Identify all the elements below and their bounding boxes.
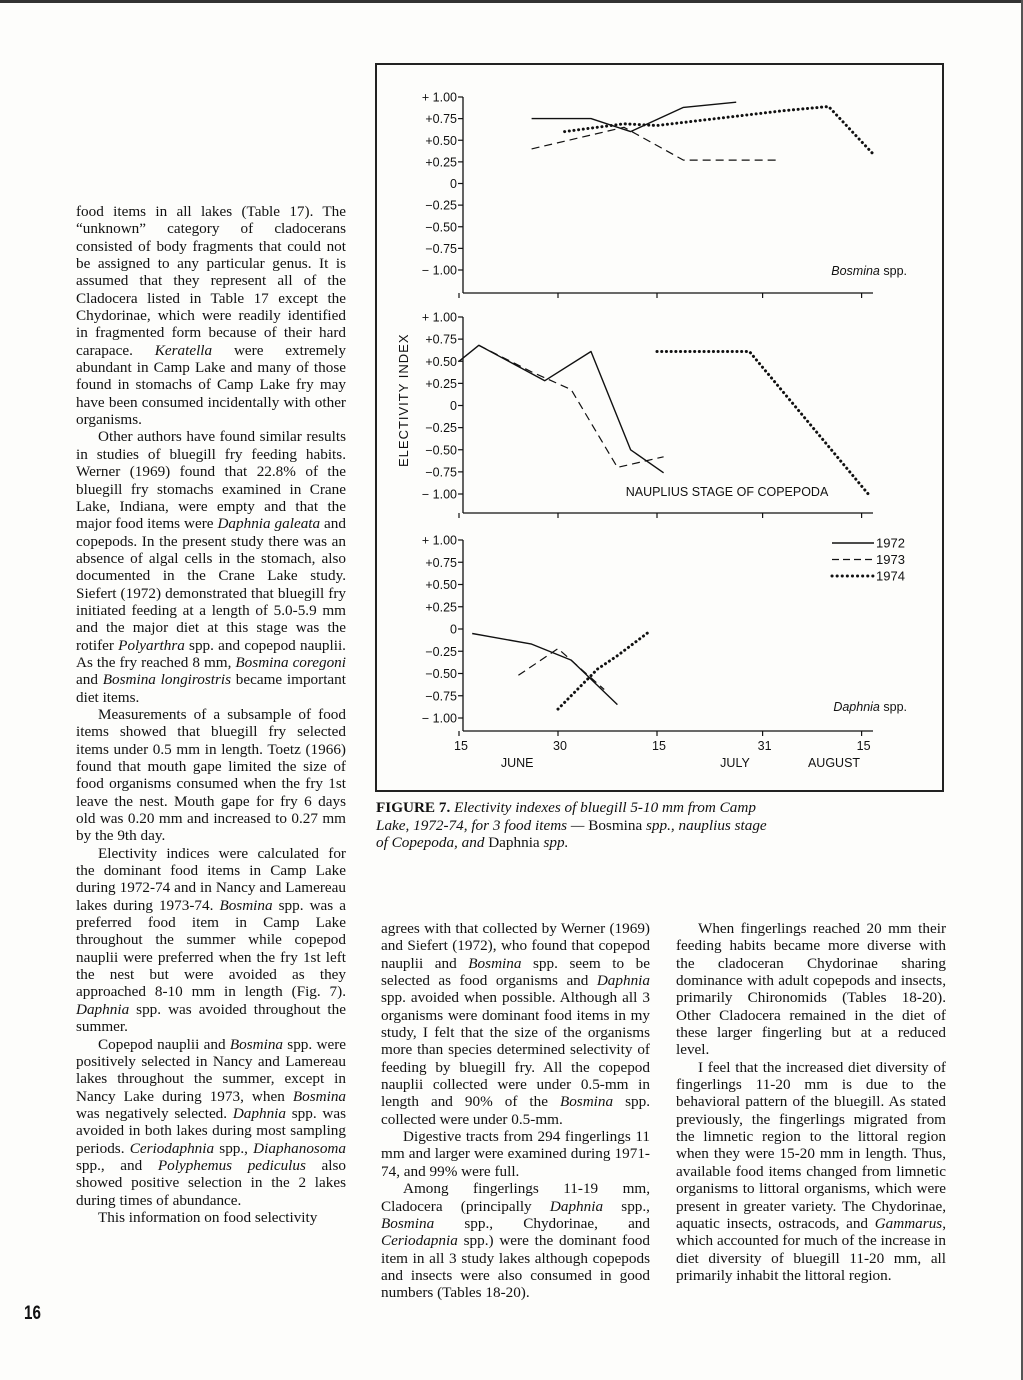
legend-label: 1972 xyxy=(876,535,905,551)
x-tick-label: 31 xyxy=(757,739,772,753)
svg-text:+0.75: +0.75 xyxy=(425,112,457,127)
x-tick-label: 30 xyxy=(553,739,567,753)
svg-text:− 1.00: − 1.00 xyxy=(421,263,457,278)
svg-text:−0.25: −0.25 xyxy=(425,644,457,659)
paragraph: food items in all lakes (Table 17). The “unknown” category of cladocerans consisted of body fragments that could not be assigned to any particular genus. It is assumed that they represent all of the Cladocera listed in Table 17 except the Chydorinae, which were readily identified in fragmented form because of their hard carapace. Keratella were extremely abundant in Camp Lake and many of those found in stomachs of Camp Lake fry may have been consumed incidentally with other organisms. xyxy=(76,203,346,429)
x-tick-label: 15 xyxy=(856,739,871,753)
svg-text:− 1.00: − 1.00 xyxy=(421,711,457,726)
svg-text:+0.50: +0.50 xyxy=(425,354,457,369)
svg-text:−0.75: −0.75 xyxy=(425,465,457,480)
paragraph: Measurements of a subsample of food items showed that bluegill fry selected items under 0.5 mm in length. Toetz (1966) found that mouth gape limited the size of food organisms consumed when the fry 1st leave the nest. Mouth gape for fry 6 days old was 0.20 mm and increased to 0.27 mm by the 9th day. xyxy=(76,705,346,845)
paragraph: I feel that the increased diet diversity of fingerlings 11-20 mm is due to the behavioral pattern of the bluegill. As stated previously, the fingerlings migrated from the limnetic region to the littoral region when they were 15-20 mm in length. Thus, available food items changed from limnetic organisms to littoral organisms, which were present in greater variety. The Chydorinae, aquatic insects, ostracods, and Gammarus, which accounted for much of the increase in diet diversity of bluegill 11-20 mm, all primarily inhabit the littoral region. xyxy=(676,1058,946,1284)
svg-text:+0.75: +0.75 xyxy=(425,555,457,570)
text-column-right xyxy=(676,920,946,1284)
series-1974 xyxy=(657,352,868,495)
series-1974 xyxy=(565,107,875,156)
svg-text:+ 1.00: + 1.00 xyxy=(421,90,457,105)
month-label: JULY xyxy=(720,756,750,770)
svg-text:+ 1.00: + 1.00 xyxy=(421,533,457,548)
chart-panel-1 xyxy=(422,91,907,299)
svg-text:0: 0 xyxy=(450,399,457,413)
svg-text:+0.50: +0.50 xyxy=(425,578,457,592)
figure-label: FIGURE 7. xyxy=(376,799,451,816)
series-1972 xyxy=(459,345,664,473)
series-1973 xyxy=(532,127,776,160)
panel-label: Bosmina spp. xyxy=(831,264,907,278)
caption-text: Electivity indexes of bluegill 5-10 mm from Camp Lake, 1972-74, for 3 food items — Bosmina spp., nauplius stage of Copepoda, and Daphnia spp. xyxy=(376,799,767,851)
month-label: AUGUST xyxy=(807,756,861,770)
text-column-middle xyxy=(381,920,650,1302)
svg-text:+ 1.00: + 1.00 xyxy=(421,310,457,325)
series-1972 xyxy=(472,634,617,705)
svg-text:−0.50: −0.50 xyxy=(425,220,457,235)
text-column-left xyxy=(76,203,346,1226)
paragraph: Electivity indices were calculated for the dominant food items in Camp Lake during 1972-74 and in Nancy and Lamereau lakes during 1973-74. Bosmina spp. was a preferred food item in Camp Lake throughout the summer while copepod nauplii were preferred when the fry 1st left the nest but were avoided as they approached 8-10 mm in length (Fig. 7). Daphnia spp. was avoided throughout the summer. xyxy=(76,844,346,1036)
svg-text:0: 0 xyxy=(450,177,457,191)
paragraph: Among fingerlings 11-19 mm, Cladocera (principally Daphnia spp., Bosmina spp., Chydorinae, and Ceriodapnia spp.) were the dominant food item in all 3 study lakes although copepods and insects were also consumed in good numbers (Tables 18-20). xyxy=(381,1180,650,1302)
svg-text:+0.50: +0.50 xyxy=(425,133,457,148)
svg-text:+0.25: +0.25 xyxy=(425,376,457,391)
x-tick-label: 15 xyxy=(652,739,666,753)
paragraph: This information on food selectivity xyxy=(98,1208,318,1226)
svg-text:0: 0 xyxy=(450,622,457,637)
svg-text:−0.75: −0.75 xyxy=(425,241,457,256)
y-axis-title: ELECTIVITY INDEX xyxy=(396,333,411,467)
x-tick-label: 15 xyxy=(454,739,468,753)
legend-label: 1973 xyxy=(876,552,905,567)
paragraph: When fingerlings reached 20 mm their feeding habits became more diverse with the cladoceran Chydorinae sharing dominance with adult copepods and insects, primarily Chironomids (Tables 18-20). Other Cladocera remained in the diet of these larger fingerling but at a reduced level. xyxy=(676,920,946,1059)
chart-panel-3 xyxy=(422,534,907,737)
svg-text:−0.50: −0.50 xyxy=(425,667,457,681)
page-number: 16 xyxy=(24,1303,41,1324)
svg-text:+0.25: +0.25 xyxy=(425,600,457,615)
panel-label: Daphnia spp. xyxy=(833,700,907,714)
paragraph: Other authors have found similar results in studies of bluegill fry feeding habits. Werner (1969) found that 22.8% of the bluegill fry stomachs examined in Crane Lake, Indiana, were empty and that the major food items were Daphnia galeata and copepods. In the present study there was an absence of algal cells in the stomach, also documented in the Crane Lake study. Siefert (1972) demonstrated that bluegill fry initiated feeding at a length of 5.0-5.9 mm and the major diet at this stage was the rotifer Polyarthra spp. and copepod nauplii. As the fry reached 8 mm, Bosmina coregoni and Bosmina longirostris became important diet items. xyxy=(76,428,346,706)
chart-legend xyxy=(832,536,905,584)
paragraph: agrees with that collected by Werner (1969) and Siefert (1972), who found that copepod nauplii and Bosmina spp. seem to be selected as food organisms and Daphnia spp. avoided when possible. Although all 3 organisms were dominant food items in my study, I felt that the size of the organisms more than species determined selectivity of feeding by bluegill fry. All the copepod nauplii collected were under 0.5-mm in length and 90% of the Bosmina spp. collected were under 0.5-mm. xyxy=(381,920,651,1128)
panel-label: NAUPLIUS STAGE OF COPEPODA xyxy=(625,485,829,499)
svg-text:−0.75: −0.75 xyxy=(425,689,457,704)
chart-panel-2 xyxy=(422,311,873,519)
legend-label: 1974 xyxy=(876,568,905,584)
month-label: JUNE xyxy=(500,756,534,770)
paragraph: Digestive tracts from 294 fingerlings 11 mm and larger were examined during 1971-74, and 99% were full. xyxy=(381,1128,650,1180)
svg-text:−0.25: −0.25 xyxy=(425,198,457,213)
series-1973 xyxy=(518,649,604,690)
svg-text:−0.25: −0.25 xyxy=(425,421,457,436)
series-1972 xyxy=(532,102,737,131)
paragraph: Copepod nauplii and Bosmina spp. were positively selected in Nancy and Lamereau lakes throughout the summer, except in Nancy Lake during 1973, when Bosmina was negatively selected. Daphnia spp. was avoided in both lakes during most sampling periods. Ceriodaphnia spp., Diaphanosoma spp., and Polyphemus pediculus also showed positive selection in the 2 lakes during times of abundance. xyxy=(76,1035,346,1209)
svg-text:− 1.00: − 1.00 xyxy=(421,487,457,502)
svg-text:+0.75: +0.75 xyxy=(425,332,457,347)
svg-text:−0.50: −0.50 xyxy=(425,443,457,458)
series-1974 xyxy=(558,631,650,709)
figure-7-caption xyxy=(376,799,771,852)
svg-text:+0.25: +0.25 xyxy=(425,155,457,170)
